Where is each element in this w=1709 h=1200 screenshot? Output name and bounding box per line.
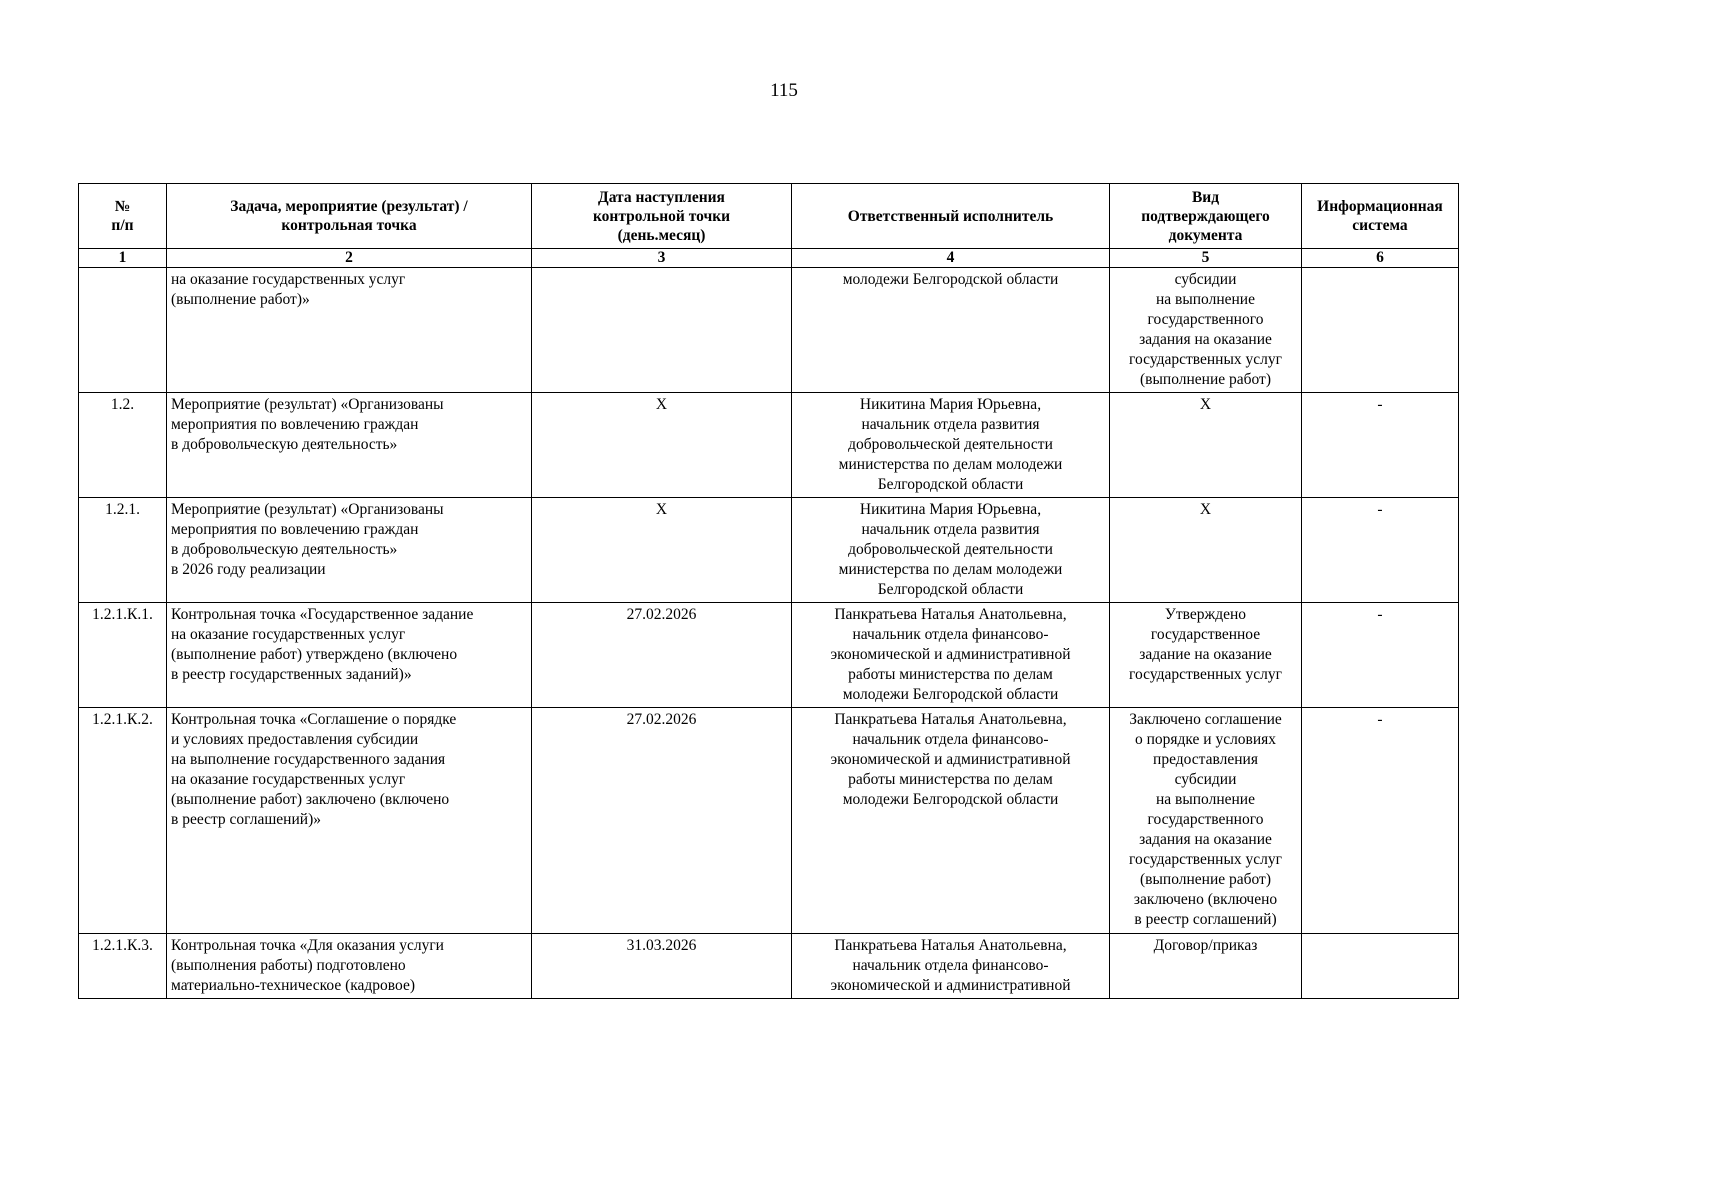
row-task: Контрольная точка «Для оказания услуги (выполнения работы) подготовлено материально-техническое (кадровое) [167,934,532,999]
column-number: 5 [1110,249,1302,268]
row-system [1302,268,1459,393]
row-task: Мероприятие (результат) «Организованы мероприятия по вовлечению граждан в добровольческую деятельность» [167,393,532,498]
row-number [79,268,167,393]
row-system [1302,934,1459,999]
row-date: 31.03.2026 [532,934,792,999]
row-task: Мероприятие (результат) «Организованы мероприятия по вовлечению граждан в добровольческую деятельность» в 2026 году реализации [167,498,532,603]
table-row [79,708,1459,934]
table-row [79,603,1459,708]
row-responsible: Никитина Мария Юрьевна, начальник отдела развития добровольческой деятельности министерства по делам молодежи Белгородской области [792,393,1110,498]
row-date: 27.02.2026 [532,708,792,934]
page-number: 115 [770,80,798,101]
row-document: Утверждено государственное задание на оказание государственных услуг [1110,603,1302,708]
row-responsible: Панкратьева Наталья Анатольевна, начальник отдела финансово- экономической и административной работы министерства по делам молодежи Белгородской области [792,708,1110,934]
row-date: 27.02.2026 [532,603,792,708]
column-number: 1 [79,249,167,268]
row-document: субсидии на выполнение государственного задания на оказание государственных услуг (выполнение работ) [1110,268,1302,393]
table-header-row [79,184,1459,249]
column-numbers-row [79,249,1459,268]
row-date [532,268,792,393]
row-system: - [1302,603,1459,708]
control-points-table [78,183,1459,999]
row-number: 1.2.1. [79,498,167,603]
row-date: X [532,393,792,498]
row-system: - [1302,498,1459,603]
column-number: 4 [792,249,1110,268]
header-responsible: Ответственный исполнитель [792,184,1110,249]
header-document: Вид подтверждающего документа [1110,184,1302,249]
column-number: 6 [1302,249,1459,268]
table-row [79,393,1459,498]
row-responsible: Никитина Мария Юрьевна, начальник отдела развития добровольческой деятельности министерства по делам молодежи Белгородской области [792,498,1110,603]
table-row [79,498,1459,603]
row-system: - [1302,393,1459,498]
row-task: на оказание государственных услуг (выполнение работ)» [167,268,532,393]
header-task: Задача, мероприятие (результат) / контрольная точка [167,184,532,249]
row-document: Договор/приказ [1110,934,1302,999]
column-number: 3 [532,249,792,268]
table-row [79,268,1459,393]
row-task: Контрольная точка «Государственное задание на оказание государственных услуг (выполнение работ) утверждено (включено в реестр государственных заданий)» [167,603,532,708]
row-responsible: молодежи Белгородской области [792,268,1110,393]
row-document: Заключено соглашение о порядке и условиях предоставления субсидии на выполнение государственного задания на оказание государственных услуг (выполнение работ) заключено (включено в реестр соглашений) [1110,708,1302,934]
row-document: X [1110,498,1302,603]
row-number: 1.2.1.К.3. [79,934,167,999]
table-row [79,934,1459,999]
header-system: Информационная система [1302,184,1459,249]
header-date: Дата наступления контрольной точки (день.месяц) [532,184,792,249]
row-system: - [1302,708,1459,934]
row-task: Контрольная точка «Соглашение о порядке и условиях предоставления субсидии на выполнение государственного задания на оказание государственных услуг (выполнение работ) заключено (включено в реестр соглашений)» [167,708,532,934]
row-responsible: Панкратьева Наталья Анатольевна, начальник отдела финансово- экономической и административной работы министерства по делам молодежи Белгородской области [792,603,1110,708]
row-date: X [532,498,792,603]
column-number: 2 [167,249,532,268]
row-number: 1.2. [79,393,167,498]
row-number: 1.2.1.К.1. [79,603,167,708]
row-number: 1.2.1.К.2. [79,708,167,934]
row-document: X [1110,393,1302,498]
header-number: № п/п [79,184,167,249]
row-responsible: Панкратьева Наталья Анатольевна, начальник отдела финансово- экономической и административной [792,934,1110,999]
